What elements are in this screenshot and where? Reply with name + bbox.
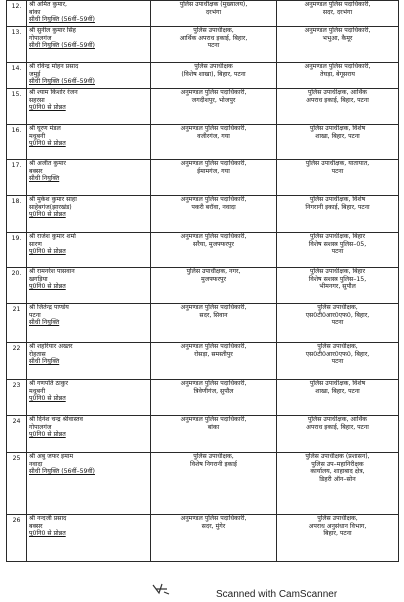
post-line: सदर, सिवान <box>199 311 228 319</box>
new-post-cell <box>277 515 399 562</box>
home-district: जमुई <box>29 70 41 78</box>
post-line: पुलिस उपाधीक्षक, आर्थिक <box>307 416 368 423</box>
home-district: सारण <box>29 240 42 248</box>
post-line: पुलिस उपाधीक्षक, विशेष <box>309 125 366 132</box>
appointment-type: पु0नि0 से प्रोन्नत <box>29 140 66 148</box>
home-district: खगड़िया <box>29 275 48 283</box>
home-district: बक्सर <box>29 522 43 530</box>
current-post-cell <box>151 89 277 125</box>
post-line: पुलिस उपाधीक्षक, <box>317 515 358 522</box>
table-row <box>7 196 399 233</box>
post-line: अनुमण्डल पुलिस पदाधिकारी, <box>180 343 247 350</box>
post-line: पुलिस उपाधीक्षक, <box>317 343 358 350</box>
post-line: विशेष सशस्त्र पुलिस–05, <box>308 240 367 248</box>
current-post-cell <box>151 343 277 380</box>
transfer-table <box>6 0 399 562</box>
post-line: अनुमण्डल पुलिस पदाधिकारी, <box>304 27 371 34</box>
serial-number: 17. <box>7 160 27 196</box>
officer-name: श्री राजेश कुमार शर्मा <box>29 233 76 240</box>
serial-number: 20. <box>7 268 27 304</box>
post-line: डिहरी ऑन–सोन <box>319 475 356 483</box>
handwritten-initial <box>150 580 172 596</box>
post-line: अनुमण्डल पुलिस पदाधिकारी, <box>180 125 247 132</box>
current-post-cell <box>151 268 277 304</box>
table-row <box>7 1 399 27</box>
new-post-cell <box>277 416 399 453</box>
officer-name: श्री गणपति ठाकुर <box>29 380 68 387</box>
home-district: मधुबनी <box>29 387 46 395</box>
post-line: पटना <box>331 167 344 175</box>
post-line: अनुमण्डल पुलिस पदाधिकारी, <box>180 515 247 522</box>
post-line: अपराध इकाई, बिहार, पटना <box>306 423 369 431</box>
post-line: पुलिस उपाधीक्षक <box>194 63 233 70</box>
current-post-cell <box>151 63 277 89</box>
table-row <box>7 268 399 304</box>
serial-number: 23 <box>7 380 27 416</box>
post-line: जगदीशपुर, भोजपुर <box>191 96 236 104</box>
officer-name: श्री दिनेश चन्द्र श्रीवास्तव <box>29 416 83 423</box>
home-district: सहरसा <box>29 96 45 104</box>
post-line: अनुमण्डल पुलिस पदाधिकारी, <box>180 196 247 203</box>
post-line: पुलिस उपाधीक्षक, नगर, <box>186 268 241 275</box>
officer-cell <box>27 1 151 27</box>
current-post-cell <box>151 125 277 160</box>
post-line: पुलिस उपाधीक्षक, विशेष <box>309 196 366 203</box>
home-district: पटना <box>29 311 41 319</box>
officer-cell <box>27 233 151 268</box>
post-line: शाखा, बिहार, पटना <box>315 132 360 140</box>
serial-number: 25 <box>7 453 27 515</box>
officer-name: श्री नन्दजी प्रसाद <box>29 515 67 522</box>
officer-name: श्री अमित कुमार, <box>29 1 68 8</box>
home-district: मधुबनी <box>29 132 46 140</box>
current-post-cell <box>151 1 277 27</box>
home-district: बांका <box>29 8 41 16</box>
serial-number: 26 <box>7 515 27 562</box>
appointment-type: सीधी नियुक्ति (56वीं–59वीं) <box>29 78 95 86</box>
post-line: पुलिस उपाधीक्षक, बिहार <box>309 233 366 240</box>
appointment-type: पु0नि0 से प्रोन्नत <box>29 248 66 256</box>
officer-name: श्री अजीत कुमार <box>29 160 66 167</box>
serial-number: 12. <box>7 1 27 27</box>
post-line: पुलिस उपाधीक्षक, <box>193 27 234 34</box>
new-post-cell <box>277 63 399 89</box>
serial-number: 16. <box>7 125 27 160</box>
post-line: सरैया, मुजफ्फरपुर <box>193 240 234 248</box>
post-line: भभुआ, कैमूर <box>322 34 353 42</box>
post-line: शाखा, बिहार, पटना <box>315 387 360 395</box>
post-line: पटना <box>331 248 344 256</box>
post-line: त्रिवेणीगंज, सुपौल <box>193 387 234 395</box>
table-row <box>7 160 399 196</box>
post-line: रोसड़ा, समस्तीपुर <box>194 350 233 358</box>
officer-name: श्री शहरियार अख्तर <box>29 343 73 350</box>
current-post-cell <box>151 515 277 562</box>
post-line: पुलिस उपाधीक्षक (प्रशासन), <box>305 453 370 460</box>
officer-name: श्री रविन्द्र मोहन प्रसाद <box>29 63 79 70</box>
appointment-type: सीधी नियुक्ति (56वीं–59वीं) <box>29 468 95 476</box>
post-line: अनुमण्डल पुलिस पदाधिकारी, <box>304 1 371 8</box>
new-post-cell <box>277 196 399 233</box>
serial-number: 13. <box>7 27 27 63</box>
post-line: (विशेष शाखा), बिहार, पटना <box>181 70 246 78</box>
home-district: रोहतास <box>29 350 46 358</box>
post-line: पुलिस उपाधीक्षक, विशेष <box>309 380 366 387</box>
new-post-cell <box>277 89 399 125</box>
post-line: भीमनगर, सुपौल <box>319 283 356 291</box>
appointment-type: पु0नि0 से प्रोन्नत <box>29 431 66 439</box>
table-row <box>7 380 399 416</box>
appointment-type: पु0नि0 से प्रोन्नत <box>29 104 66 112</box>
post-line: पुलिस उपाधीक्षक, <box>193 453 234 460</box>
officer-cell <box>27 89 151 125</box>
serial-number: 18. <box>7 196 27 233</box>
post-line: पटना <box>207 42 220 50</box>
table-row <box>7 416 399 453</box>
home-district: गोपालगंज <box>29 423 52 431</box>
current-post-cell <box>151 27 277 63</box>
officer-name: श्री श्याम किशोर रंजन <box>29 89 78 96</box>
new-post-cell <box>277 233 399 268</box>
officer-name: श्री सुनील कुमार सिंह <box>29 27 76 34</box>
post-line: आर्थिक अपराध इकाई, बिहार, <box>179 34 248 42</box>
current-post-cell <box>151 233 277 268</box>
post-line: विशेष सशस्त्र पुलिस–15, <box>308 275 367 283</box>
table-row <box>7 453 399 515</box>
post-line: अनुमण्डल पुलिस पदाधिकारी, <box>180 160 247 167</box>
table-row <box>7 63 399 89</box>
post-line: ईमामगंज, गया <box>197 167 230 175</box>
post-line: विशेष निगरानी इकाई <box>190 460 237 468</box>
current-post-cell <box>151 160 277 196</box>
new-post-cell <box>277 453 399 515</box>
post-line: दरभंगा <box>205 8 222 16</box>
new-post-cell <box>277 27 399 63</box>
current-post-cell <box>151 196 277 233</box>
post-line: अनुमण्डल पुलिस पदाधिकारी, <box>304 63 371 70</box>
officer-cell <box>27 380 151 416</box>
post-line: बिहार, पटना <box>323 530 352 538</box>
serial-number: 22 <box>7 343 27 380</box>
post-line: अपराध अनुसंधान विभाग, <box>308 522 367 530</box>
appointment-type: पु0नि0 से प्रोन्नत <box>29 211 66 219</box>
post-line: एस0टी0आर0एफ0, बिहार, <box>305 350 370 358</box>
post-line: अनुमण्डल पुलिस पदाधिकारी, <box>180 233 247 240</box>
appointment-type: सीधी नियुक्ति (56वीं–59वीं) <box>29 42 95 50</box>
table-row <box>7 27 399 63</box>
appointment-type: सीधी नियुक्ति (56वीं–59वीं) <box>29 16 95 24</box>
post-line: अनुमण्डल पुलिस पदाधिकारी, <box>180 380 247 387</box>
appointment-type: सीधी नियुक्ति <box>29 319 60 327</box>
officer-cell <box>27 160 151 196</box>
home-district: बक्सर <box>29 167 43 175</box>
home-district: गोपालगंज <box>29 34 52 42</box>
post-line: अनुमण्डल पुलिस पदाधिकारी, <box>180 416 247 423</box>
current-post-cell <box>151 380 277 416</box>
camscanner-watermark: Scanned with CamScanner <box>216 589 338 600</box>
officer-cell <box>27 63 151 89</box>
serial-number: 15. <box>7 89 27 125</box>
officer-name: श्री जितेन्द्र पाण्डेय <box>29 304 69 311</box>
post-line: सदर, दरभंगा <box>322 8 353 16</box>
appointment-type: पु0नि0 से प्रोन्नत <box>29 530 66 538</box>
post-line: बांका <box>207 423 220 431</box>
post-line: वजीरगंज, गया <box>197 132 230 140</box>
table-row <box>7 304 399 343</box>
post-line: मुजफ्फरपुर <box>200 275 227 283</box>
post-line: अनुमण्डल पुलिस पदाधिकारी, <box>180 304 247 311</box>
officer-cell <box>27 453 151 515</box>
post-line: पुलिस उपाधीक्षक, <box>317 304 358 311</box>
officer-cell <box>27 343 151 380</box>
table-row <box>7 89 399 125</box>
serial-number: 19. <box>7 233 27 268</box>
new-post-cell <box>277 380 399 416</box>
post-line: पुलिस उप–महानिरीक्षक <box>311 460 364 468</box>
new-post-cell <box>277 343 399 380</box>
current-post-cell <box>151 304 277 343</box>
table-row <box>7 515 399 562</box>
post-line: निगरानी इकाई, बिहार, पटना <box>305 203 370 211</box>
officer-cell <box>27 304 151 343</box>
post-line: तेघड़ा, बेगूसराय <box>320 70 355 78</box>
new-post-cell <box>277 268 399 304</box>
appointment-type: सीधी नियुक्ति <box>29 175 60 183</box>
table-row <box>7 343 399 380</box>
officer-name: श्री रामनरेश पासवान <box>29 268 75 275</box>
officer-cell <box>27 196 151 233</box>
officer-cell <box>27 27 151 63</box>
post-line: एस0टी0आर0एफ0, बिहार, <box>305 311 370 319</box>
post-line: पुलिस उपाधीक्षक, आर्थिक <box>307 89 368 96</box>
post-line: पटना <box>331 358 344 366</box>
post-line: अनुमण्डल पुलिस पदाधिकारी, <box>180 89 247 96</box>
serial-number: 24 <box>7 416 27 453</box>
new-post-cell <box>277 1 399 27</box>
officer-cell <box>27 416 151 453</box>
post-line: पुलिस उपाधीक्षक, बिहार <box>309 268 366 275</box>
new-post-cell <box>277 160 399 196</box>
serial-number: 21 <box>7 304 27 343</box>
officer-name: श्री घूरण मंडल <box>29 125 61 132</box>
officer-name: श्री मुकेश कुमार साहा <box>29 196 77 203</box>
post-line: पकरी बरॉवा, नवादा <box>191 203 236 211</box>
appointment-type: पु0नि0 से प्रोन्नत <box>29 283 66 291</box>
post-line: सदर, मुंगेर <box>201 522 226 530</box>
home-district: साहेबगंज(झारखंड) <box>29 203 72 211</box>
post-line: कार्यालय, शाहाबाद क्षेत्र, <box>310 468 365 476</box>
current-post-cell <box>151 416 277 453</box>
officer-name: श्री अबु जफर इमाम <box>29 453 74 460</box>
serial-number: 14. <box>7 63 27 89</box>
appointment-type: सीधी नियुक्ति <box>29 358 60 366</box>
post-line: पुलिस उपाधीक्षक, यातायात, <box>305 160 370 167</box>
post-line: पुलिस उपाधीक्षक (मुख्यालय), <box>179 1 248 8</box>
new-post-cell <box>277 304 399 343</box>
appointment-type: पु0नि0 से प्रोन्नत <box>29 395 66 403</box>
officer-cell <box>27 515 151 562</box>
current-post-cell <box>151 453 277 515</box>
table-row <box>7 233 399 268</box>
post-line: अपराध इकाई, बिहार, पटना <box>306 96 369 104</box>
table-row <box>7 125 399 160</box>
officer-cell <box>27 125 151 160</box>
post-line: पटना <box>331 319 344 327</box>
home-district: नवादा <box>29 460 43 468</box>
officer-cell <box>27 268 151 304</box>
new-post-cell <box>277 125 399 160</box>
